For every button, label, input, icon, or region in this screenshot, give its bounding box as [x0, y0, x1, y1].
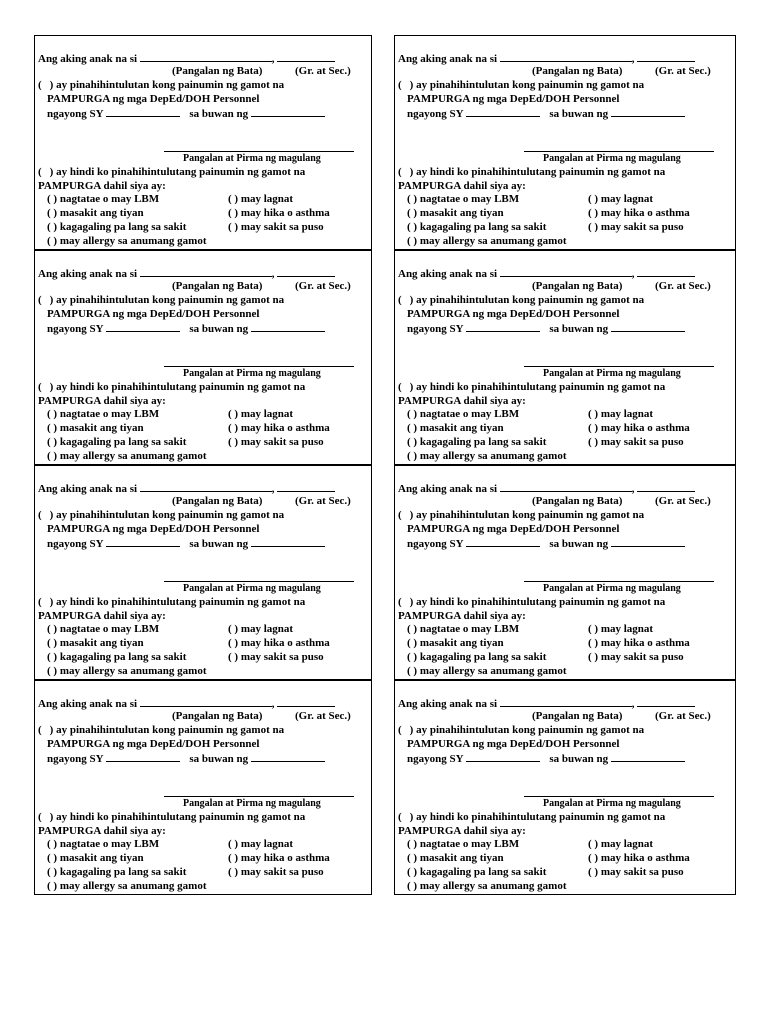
- consent-text-2: PAMPURGA ng mga DepEd/DOH Personnel: [47, 308, 260, 320]
- month-blank[interactable]: [611, 537, 685, 547]
- label-grade: (Gr. at Sec.): [295, 710, 351, 722]
- school-year-blank[interactable]: [466, 752, 540, 762]
- reason-item[interactable]: ( ) may allergy sa anumang gamot: [47, 665, 207, 677]
- decline-checkbox-close[interactable]: ): [409, 596, 414, 608]
- consent-option: [398, 79, 644, 93]
- decline-text: ay hindi ko pinahihintulutang painumin ng gamot na: [416, 166, 666, 178]
- month-blank[interactable]: [251, 752, 325, 762]
- line1-prefix: Ang aking anak na si: [38, 483, 138, 495]
- comma: ,: [631, 268, 635, 280]
- consent-checkbox-open[interactable]: (: [38, 294, 42, 306]
- consent-slip: [394, 680, 736, 895]
- reason-item[interactable]: ( ) masakit ang tiyan: [47, 207, 144, 219]
- reason-item[interactable]: ( ) masakit ang tiyan: [47, 637, 144, 649]
- decline-option: [38, 811, 305, 825]
- sy-month-line: [47, 107, 325, 122]
- reason-item[interactable]: ( ) kagagaling pa lang sa sakit: [407, 436, 547, 448]
- decline-checkbox-open[interactable]: (: [398, 381, 402, 393]
- reason-item[interactable]: ( ) nagtatae o may LBM: [407, 408, 520, 420]
- month-blank[interactable]: [611, 107, 685, 117]
- label-grade: (Gr. at Sec.): [655, 710, 711, 722]
- month-blank[interactable]: [251, 537, 325, 547]
- reason-item[interactable]: ( ) may allergy sa anumang gamot: [47, 235, 207, 247]
- decline-checkbox-open[interactable]: (: [398, 166, 402, 178]
- label-grade: (Gr. at Sec.): [655, 65, 711, 77]
- month-blank[interactable]: [611, 752, 685, 762]
- decline-option: [398, 166, 665, 180]
- decline-checkbox-close[interactable]: ): [49, 166, 54, 178]
- reason-item[interactable]: ( ) nagtatae o may LBM: [407, 838, 520, 850]
- reason-item[interactable]: ( ) may hika o asthma: [228, 207, 330, 219]
- grade-section-blank[interactable]: [277, 482, 335, 492]
- child-name-blank[interactable]: [500, 482, 632, 492]
- reason-item[interactable]: ( ) may allergy sa anumang gamot: [407, 235, 567, 247]
- decline-checkbox-close[interactable]: ): [49, 596, 54, 608]
- grade-section-blank[interactable]: [637, 697, 695, 707]
- reason-item[interactable]: ( ) kagagaling pa lang sa sakit: [47, 866, 187, 878]
- reason-item[interactable]: ( ) nagtatae o may LBM: [407, 193, 520, 205]
- decline-text: ay hindi ko pinahihintulutang painumin ng gamot na: [56, 166, 306, 178]
- consent-checkbox-open[interactable]: (: [38, 509, 42, 521]
- reason-item[interactable]: ( ) may hika o asthma: [588, 422, 690, 434]
- consent-option: [38, 79, 284, 93]
- comma: ,: [631, 483, 635, 495]
- consent-text-2: PAMPURGA ng mga DepEd/DOH Personnel: [47, 738, 260, 750]
- label-name: (Pangalan ng Bata): [172, 280, 263, 292]
- grade-section-blank[interactable]: [637, 52, 695, 62]
- line1-prefix: Ang aking anak na si: [398, 483, 498, 495]
- decline-text-2: PAMPURGA dahil siya ay:: [38, 180, 166, 192]
- reason-item[interactable]: ( ) may allergy sa anumang gamot: [407, 665, 567, 677]
- month-label: sa buwan ng: [189, 108, 249, 120]
- reason-item[interactable]: ( ) nagtatae o may LBM: [407, 623, 520, 635]
- decline-checkbox-open[interactable]: (: [398, 596, 402, 608]
- sy-label: ngayong SY: [407, 538, 464, 550]
- consent-text-2: PAMPURGA ng mga DepEd/DOH Personnel: [47, 93, 260, 105]
- grade-section-blank[interactable]: [277, 52, 335, 62]
- reason-item[interactable]: ( ) may hika o asthma: [228, 422, 330, 434]
- decline-option: [38, 166, 305, 180]
- sy-month-line: [407, 107, 685, 122]
- sy-label: ngayong SY: [47, 538, 104, 550]
- decline-checkbox-close[interactable]: ): [409, 381, 414, 393]
- school-year-blank[interactable]: [106, 537, 180, 547]
- decline-checkbox-open[interactable]: (: [38, 811, 42, 823]
- decline-text: ay hindi ko pinahihintulutang painumin ng gamot na: [56, 596, 306, 608]
- consent-checkbox-open[interactable]: (: [38, 724, 42, 736]
- grade-section-blank[interactable]: [637, 482, 695, 492]
- consent-slip: [34, 250, 372, 465]
- label-name: (Pangalan ng Bata): [172, 710, 263, 722]
- consent-slip: [34, 680, 372, 895]
- month-blank[interactable]: [611, 322, 685, 332]
- school-year-blank[interactable]: [466, 322, 540, 332]
- sy-label: ngayong SY: [47, 753, 104, 765]
- reason-item[interactable]: ( ) may sakit sa puso: [228, 866, 324, 878]
- comma: ,: [271, 268, 275, 280]
- month-blank[interactable]: [251, 322, 325, 332]
- month-label: sa buwan ng: [189, 538, 249, 550]
- reason-item[interactable]: ( ) masakit ang tiyan: [407, 207, 504, 219]
- reason-item[interactable]: ( ) may allergy sa anumang gamot: [407, 450, 567, 462]
- reason-item[interactable]: ( ) masakit ang tiyan: [407, 422, 504, 434]
- decline-text-2: PAMPURGA dahil siya ay:: [38, 395, 166, 407]
- reason-item[interactable]: ( ) may lagnat: [228, 408, 294, 420]
- sy-label: ngayong SY: [407, 323, 464, 335]
- label-name: (Pangalan ng Bata): [532, 65, 623, 77]
- form-sheet: [34, 35, 736, 895]
- reason-item[interactable]: ( ) masakit ang tiyan: [407, 637, 504, 649]
- consent-text-2: PAMPURGA ng mga DepEd/DOH Personnel: [47, 523, 260, 535]
- consent-text-2: PAMPURGA ng mga DepEd/DOH Personnel: [407, 93, 620, 105]
- label-name: (Pangalan ng Bata): [532, 280, 623, 292]
- signature-label: Pangalan at Pirma ng magulang: [183, 583, 321, 594]
- consent-checkbox-open[interactable]: (: [398, 509, 402, 521]
- month-label: sa buwan ng: [549, 323, 609, 335]
- consent-checkbox-close[interactable]: ): [409, 724, 414, 736]
- line1-prefix: Ang aking anak na si: [38, 698, 138, 710]
- reason-item[interactable]: ( ) may sakit sa puso: [228, 436, 324, 448]
- label-name: (Pangalan ng Bata): [532, 710, 623, 722]
- child-name-blank[interactable]: [140, 697, 272, 707]
- consent-text: ay pinahihintulutan kong painumin ng gamot na: [416, 509, 645, 521]
- reason-item[interactable]: ( ) masakit ang tiyan: [47, 852, 144, 864]
- consent-text: ay pinahihintulutan kong painumin ng gamot na: [416, 724, 645, 736]
- consent-text-2: PAMPURGA ng mga DepEd/DOH Personnel: [407, 738, 620, 750]
- decline-option: [398, 381, 665, 395]
- decline-text: ay hindi ko pinahihintulutang painumin ng gamot na: [416, 381, 666, 393]
- signature-label: Pangalan at Pirma ng magulang: [543, 798, 681, 809]
- decline-text: ay hindi ko pinahihintulutang painumin ng gamot na: [56, 811, 306, 823]
- decline-checkbox-close[interactable]: ): [49, 811, 54, 823]
- reason-item[interactable]: ( ) may lagnat: [588, 408, 654, 420]
- reason-item[interactable]: ( ) may hika o asthma: [228, 637, 330, 649]
- child-name-blank[interactable]: [500, 697, 632, 707]
- decline-text-2: PAMPURGA dahil siya ay:: [398, 825, 526, 837]
- reason-item[interactable]: ( ) may sakit sa puso: [228, 221, 324, 233]
- reason-item[interactable]: ( ) may lagnat: [228, 838, 294, 850]
- label-grade: (Gr. at Sec.): [295, 280, 351, 292]
- label-name: (Pangalan ng Bata): [532, 495, 623, 507]
- sy-label: ngayong SY: [47, 108, 104, 120]
- decline-text: ay hindi ko pinahihintulutang painumin ng gamot na: [416, 596, 666, 608]
- consent-option: [398, 724, 644, 738]
- consent-text-2: PAMPURGA ng mga DepEd/DOH Personnel: [407, 308, 620, 320]
- reason-item[interactable]: ( ) may allergy sa anumang gamot: [47, 880, 207, 892]
- child-name-blank[interactable]: [500, 52, 632, 62]
- consent-slip: [394, 250, 736, 465]
- consent-checkbox-close[interactable]: ): [409, 79, 414, 91]
- line1-prefix: Ang aking anak na si: [398, 268, 498, 280]
- consent-checkbox-close[interactable]: ): [49, 724, 54, 736]
- consent-checkbox-close[interactable]: ): [409, 509, 414, 521]
- consent-checkbox-close[interactable]: ): [409, 294, 414, 306]
- sy-month-line: [47, 752, 325, 767]
- decline-checkbox-close[interactable]: ): [409, 166, 414, 178]
- reason-item[interactable]: ( ) kagagaling pa lang sa sakit: [407, 651, 547, 663]
- decline-option: [398, 811, 665, 825]
- reason-item[interactable]: ( ) kagagaling pa lang sa sakit: [47, 436, 187, 448]
- decline-checkbox-open[interactable]: (: [38, 166, 42, 178]
- label-grade: (Gr. at Sec.): [655, 280, 711, 292]
- consent-slip: [394, 465, 736, 680]
- reason-item[interactable]: ( ) kagagaling pa lang sa sakit: [407, 866, 547, 878]
- consent-option: [38, 509, 284, 523]
- reason-item[interactable]: ( ) masakit ang tiyan: [47, 422, 144, 434]
- decline-checkbox-close[interactable]: ): [409, 811, 414, 823]
- consent-slip: [394, 35, 736, 250]
- consent-checkbox-open[interactable]: (: [398, 294, 402, 306]
- month-label: sa buwan ng: [189, 323, 249, 335]
- signature-label: Pangalan at Pirma ng magulang: [543, 368, 681, 379]
- month-blank[interactable]: [251, 107, 325, 117]
- reason-item[interactable]: ( ) may sakit sa puso: [588, 866, 684, 878]
- decline-option: [38, 596, 305, 610]
- month-label: sa buwan ng: [549, 753, 609, 765]
- grade-section-blank[interactable]: [277, 267, 335, 277]
- decline-text-2: PAMPURGA dahil siya ay:: [398, 610, 526, 622]
- line1-prefix: Ang aking anak na si: [38, 53, 138, 65]
- reason-item[interactable]: ( ) may sakit sa puso: [588, 221, 684, 233]
- label-name: (Pangalan ng Bata): [172, 65, 263, 77]
- reason-item[interactable]: ( ) may lagnat: [588, 623, 654, 635]
- reason-item[interactable]: ( ) nagtatae o may LBM: [47, 408, 160, 420]
- sy-label: ngayong SY: [407, 108, 464, 120]
- grade-section-blank[interactable]: [637, 267, 695, 277]
- child-name-blank[interactable]: [140, 267, 272, 277]
- school-year-blank[interactable]: [466, 107, 540, 117]
- month-label: sa buwan ng: [549, 538, 609, 550]
- reason-item[interactable]: ( ) masakit ang tiyan: [407, 852, 504, 864]
- consent-slip: [34, 465, 372, 680]
- reason-item[interactable]: ( ) kagagaling pa lang sa sakit: [47, 221, 187, 233]
- reason-item[interactable]: ( ) may lagnat: [228, 193, 294, 205]
- decline-text: ay hindi ko pinahihintulutang painumin ng gamot na: [56, 381, 306, 393]
- reason-item[interactable]: ( ) nagtatae o may LBM: [47, 623, 160, 635]
- comma: ,: [631, 53, 635, 65]
- signature-label: Pangalan at Pirma ng magulang: [183, 368, 321, 379]
- line1-prefix: Ang aking anak na si: [38, 268, 138, 280]
- school-year-blank[interactable]: [466, 537, 540, 547]
- reason-item[interactable]: ( ) may allergy sa anumang gamot: [407, 880, 567, 892]
- comma: ,: [271, 53, 275, 65]
- school-year-blank[interactable]: [106, 752, 180, 762]
- grade-section-blank[interactable]: [277, 697, 335, 707]
- reason-item[interactable]: ( ) kagagaling pa lang sa sakit: [407, 221, 547, 233]
- decline-option: [398, 596, 665, 610]
- reason-item[interactable]: ( ) kagagaling pa lang sa sakit: [47, 651, 187, 663]
- month-label: sa buwan ng: [549, 108, 609, 120]
- comma: ,: [631, 698, 635, 710]
- label-grade: (Gr. at Sec.): [295, 495, 351, 507]
- reason-item[interactable]: ( ) nagtatae o may LBM: [47, 193, 160, 205]
- label-grade: (Gr. at Sec.): [655, 495, 711, 507]
- school-year-blank[interactable]: [106, 322, 180, 332]
- comma: ,: [271, 698, 275, 710]
- decline-checkbox-open[interactable]: (: [38, 381, 42, 393]
- consent-checkbox-open[interactable]: (: [398, 79, 402, 91]
- sy-month-line: [407, 752, 685, 767]
- consent-slip: [34, 35, 372, 250]
- child-name-blank[interactable]: [500, 267, 632, 277]
- decline-option: [38, 381, 305, 395]
- decline-text-2: PAMPURGA dahil siya ay:: [398, 180, 526, 192]
- consent-option: [398, 294, 644, 308]
- reason-item[interactable]: ( ) may lagnat: [588, 838, 654, 850]
- sy-label: ngayong SY: [407, 753, 464, 765]
- decline-checkbox-open[interactable]: (: [398, 811, 402, 823]
- consent-option: [38, 294, 284, 308]
- consent-option: [398, 509, 644, 523]
- sy-label: ngayong SY: [47, 323, 104, 335]
- label-name: (Pangalan ng Bata): [172, 495, 263, 507]
- reason-item[interactable]: ( ) may lagnat: [588, 193, 654, 205]
- consent-text: ay pinahihintulutan kong painumin ng gamot na: [416, 294, 645, 306]
- sy-month-line: [47, 322, 325, 337]
- reason-item[interactable]: ( ) may lagnat: [228, 623, 294, 635]
- reason-item[interactable]: ( ) may sakit sa puso: [588, 436, 684, 448]
- month-label: sa buwan ng: [189, 753, 249, 765]
- consent-checkbox-close[interactable]: ): [49, 79, 54, 91]
- reason-item[interactable]: ( ) nagtatae o may LBM: [47, 838, 160, 850]
- consent-text: ay pinahihintulutan kong painumin ng gamot na: [56, 294, 285, 306]
- decline-checkbox-open[interactable]: (: [38, 596, 42, 608]
- consent-text: ay pinahihintulutan kong painumin ng gamot na: [416, 79, 645, 91]
- sy-month-line: [407, 322, 685, 337]
- reason-item[interactable]: ( ) may hika o asthma: [228, 852, 330, 864]
- school-year-blank[interactable]: [106, 107, 180, 117]
- comma: ,: [271, 483, 275, 495]
- consent-checkbox-open[interactable]: (: [38, 79, 42, 91]
- consent-text: ay pinahihintulutan kong painumin ng gamot na: [56, 509, 285, 521]
- decline-text-2: PAMPURGA dahil siya ay:: [398, 395, 526, 407]
- consent-checkbox-close[interactable]: ): [49, 509, 54, 521]
- child-name-blank[interactable]: [140, 52, 272, 62]
- consent-text: ay pinahihintulutan kong painumin ng gamot na: [56, 79, 285, 91]
- line1-prefix: Ang aking anak na si: [398, 698, 498, 710]
- reason-item[interactable]: ( ) may hika o asthma: [588, 852, 690, 864]
- decline-checkbox-close[interactable]: ): [49, 381, 54, 393]
- signature-label: Pangalan at Pirma ng magulang: [543, 153, 681, 164]
- child-name-blank[interactable]: [140, 482, 272, 492]
- signature-label: Pangalan at Pirma ng magulang: [183, 153, 321, 164]
- signature-label: Pangalan at Pirma ng magulang: [543, 583, 681, 594]
- consent-text: ay pinahihintulutan kong painumin ng gamot na: [56, 724, 285, 736]
- consent-option: [38, 724, 284, 738]
- consent-checkbox-close[interactable]: ): [49, 294, 54, 306]
- reason-item[interactable]: ( ) may allergy sa anumang gamot: [47, 450, 207, 462]
- decline-text-2: PAMPURGA dahil siya ay:: [38, 610, 166, 622]
- sy-month-line: [47, 537, 325, 552]
- reason-item[interactable]: ( ) may hika o asthma: [588, 637, 690, 649]
- line1-prefix: Ang aking anak na si: [398, 53, 498, 65]
- decline-text: ay hindi ko pinahihintulutang painumin ng gamot na: [416, 811, 666, 823]
- reason-item[interactable]: ( ) may sakit sa puso: [588, 651, 684, 663]
- consent-checkbox-open[interactable]: (: [398, 724, 402, 736]
- reason-item[interactable]: ( ) may hika o asthma: [588, 207, 690, 219]
- sy-month-line: [407, 537, 685, 552]
- signature-label: Pangalan at Pirma ng magulang: [183, 798, 321, 809]
- decline-text-2: PAMPURGA dahil siya ay:: [38, 825, 166, 837]
- label-grade: (Gr. at Sec.): [295, 65, 351, 77]
- consent-text-2: PAMPURGA ng mga DepEd/DOH Personnel: [407, 523, 620, 535]
- reason-item[interactable]: ( ) may sakit sa puso: [228, 651, 324, 663]
